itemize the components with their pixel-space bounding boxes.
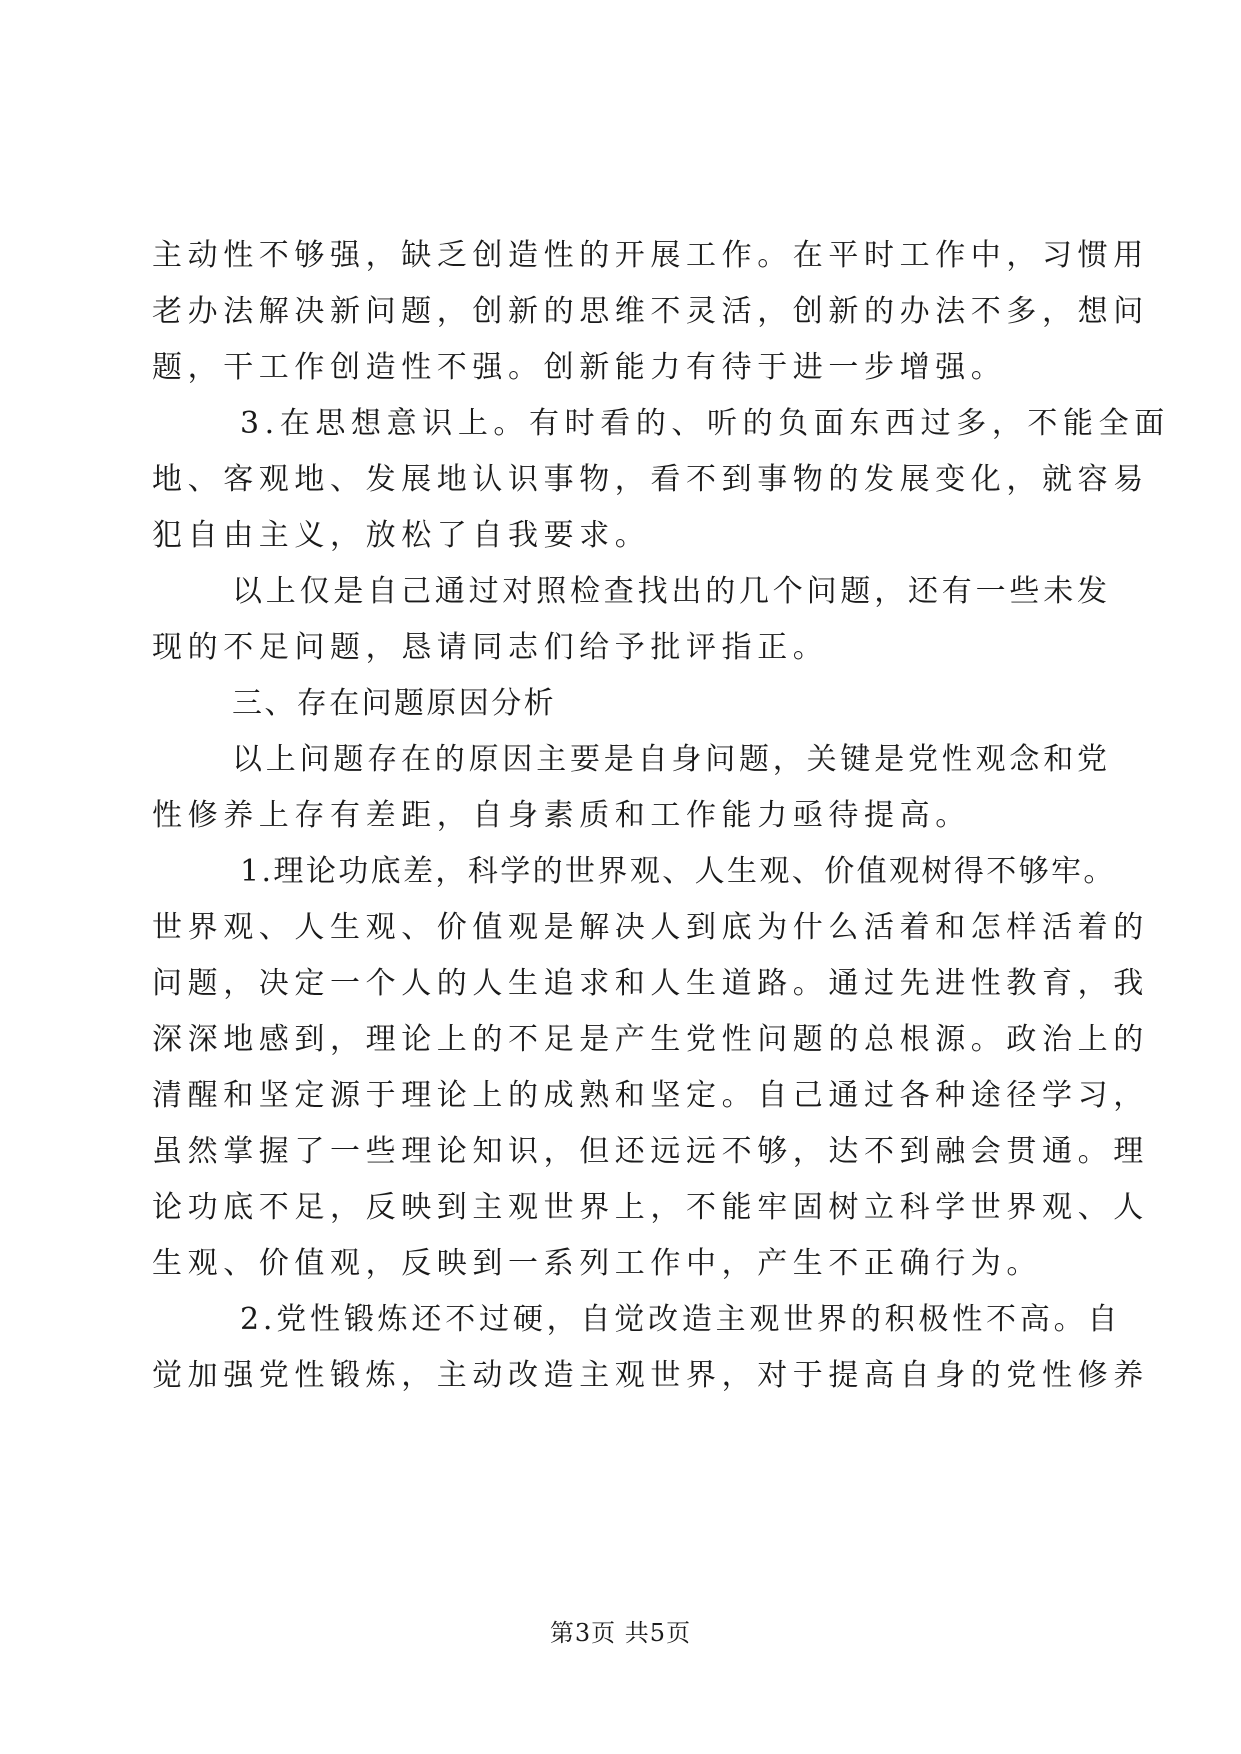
text-line: 3.在思想意识上。有时看的、听的负面东西过多，不能全面 <box>240 406 1170 441</box>
section-heading: 三、存在问题原因分析 <box>232 686 556 721</box>
text-line: 以上仅是自己通过对照检查找出的几个问题，还有一些未发 <box>232 574 1111 609</box>
text-line: 深深地感到，理论上的不足是产生党性问题的总根源。政治上的 <box>152 1022 1149 1057</box>
text-line: 世界观、人生观、价值观是解决人到底为什么活着和怎样活着的 <box>152 910 1149 945</box>
text-line: 老办法解决新问题，创新的思维不灵活，创新的办法不多，想问 <box>152 294 1149 329</box>
page-footer: 第3页 共5页 <box>549 1619 692 1647</box>
text-line: 虽然掌握了一些理论知识，但还远远不够，达不到融会贯通。理 <box>152 1134 1149 1169</box>
text-line: 问题，决定一个人的人生追求和人生道路。通过先进性教育，我 <box>152 966 1149 1001</box>
text-line: 性修养上存有差距，自身素质和工作能力亟待提高。 <box>152 798 971 833</box>
text-line: 以上问题存在的原因主要是自身问题，关键是党性观念和党 <box>232 742 1111 777</box>
text-line: 犯自由主义，放松了自我要求。 <box>152 518 651 553</box>
text-line: 清醒和坚定源于理论上的成熟和坚定。自己通过各种途径学习， <box>152 1078 1149 1113</box>
text-line: 1.理论功底差，科学的世界观、人生观、价值观树得不够牢。 <box>240 854 1116 889</box>
text-line: 现的不足问题，恳请同志们给予批评指正。 <box>152 630 829 665</box>
text-line: 觉加强党性锻炼，主动改造主观世界，对于提高自身的党性修养 <box>152 1358 1149 1393</box>
text-line: 论功底不足，反映到主观世界上，不能牢固树立科学世界观、人 <box>152 1190 1149 1225</box>
text-line: 主动性不够强，缺乏创造性的开展工作。在平时工作中，习惯用 <box>152 238 1149 273</box>
text-line: 题，干工作创造性不强。创新能力有待于进一步增强。 <box>152 350 1007 385</box>
text-line: 2.党性锻炼还不过硬，自觉改造主观世界的积极性不高。自 <box>240 1302 1122 1337</box>
text-line: 地、客观地、发展地认识事物，看不到事物的发展变化，就容易 <box>152 462 1149 497</box>
text-line: 生观、价值观，反映到一系列工作中，产生不正确行为。 <box>152 1246 1042 1281</box>
